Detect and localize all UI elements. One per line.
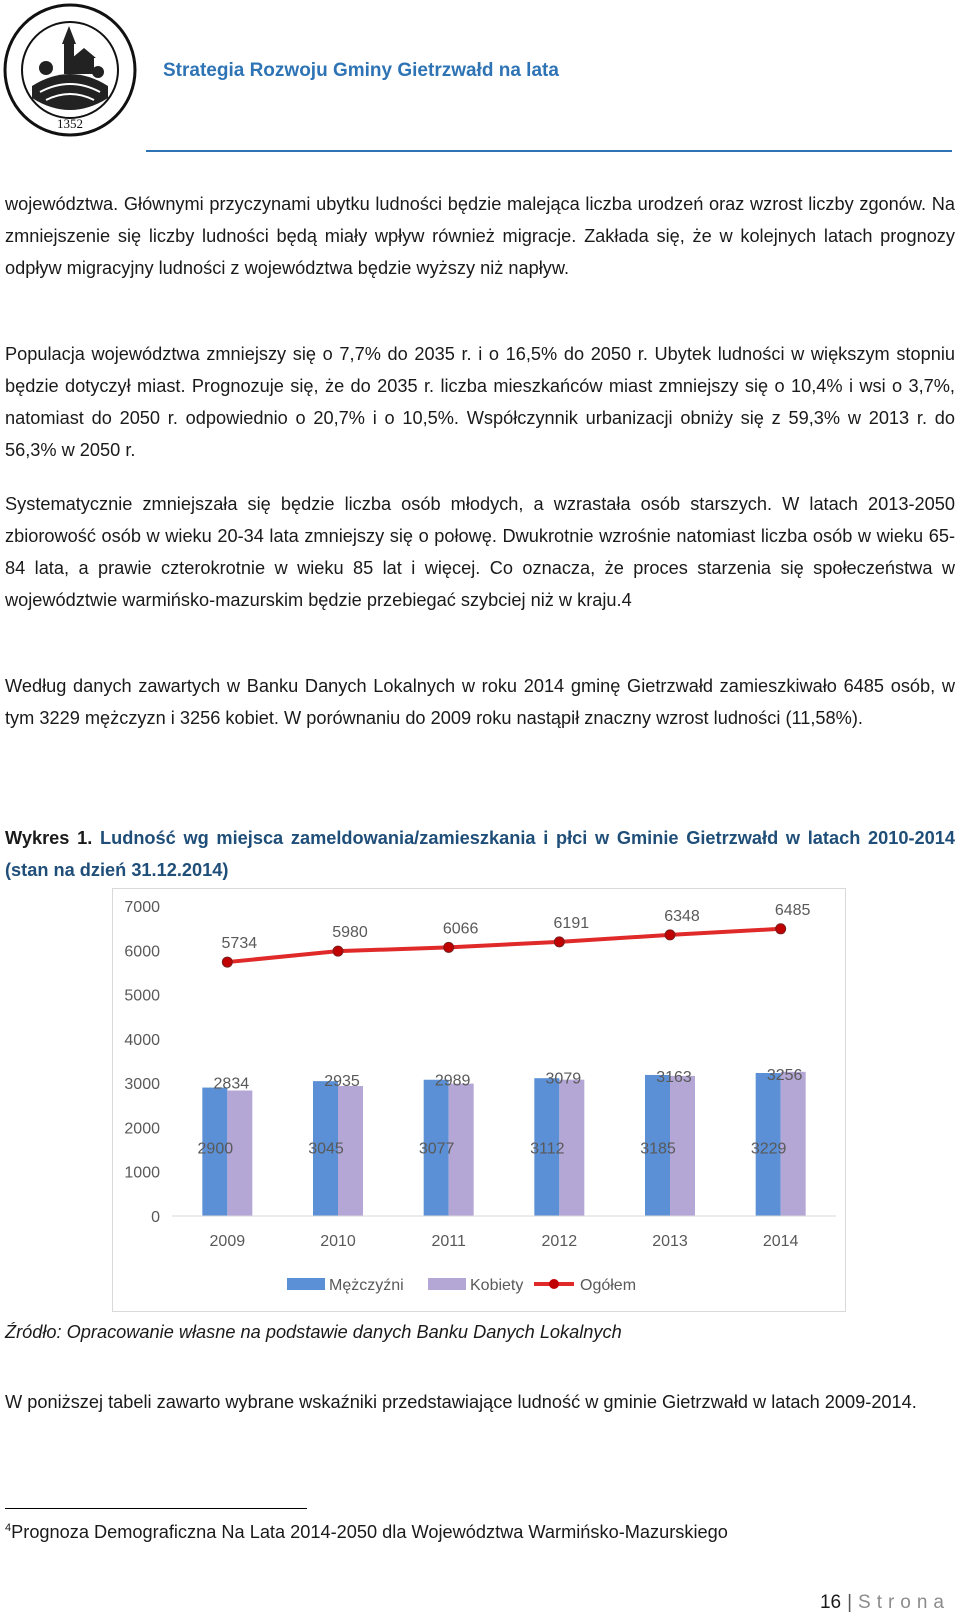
total-point-2010 [333,946,343,956]
y-tick-label: 4000 [124,1031,160,1049]
legend-swatch-0 [287,1278,325,1290]
y-tick-label: 6000 [124,943,160,961]
x-tick-label: 2010 [320,1233,356,1250]
x-tick-label: 2009 [209,1233,246,1250]
paragraph-4 [5,670,955,734]
data-label-women-2014: 3256 [766,1066,803,1084]
paragraph-2 [5,338,955,466]
data-label-total-2012: 6191 [553,914,590,932]
chart-caption-text: Ludność wg miejsca zameldowania/zamieszkania i płci w Gminie Gietrzwałd w latach 2010-2014 (stan na dzień 31.12.2014) [5,828,955,880]
paragraph-5 [5,1386,955,1418]
gmina-gietrzwald-seal-logo [2,2,138,138]
population-chart [112,888,846,1312]
x-tick-label: 2013 [652,1233,688,1250]
data-label-men-2014: 3229 [750,1140,787,1158]
legend-label-2: Ogółem [580,1277,637,1294]
data-label-total-2010: 5980 [332,924,368,942]
footnote [5,1522,728,1543]
total-point-2013 [665,930,675,940]
y-tick-label: 0 [151,1209,160,1226]
document-title: Strategia Rozwoju Gminy Gietrzwałd na lata [163,60,559,81]
y-tick-label: 1000 [124,1164,160,1182]
footnote-divider [5,1508,307,1509]
chart-caption-label: Wykres 1. [5,828,93,848]
paragraph-4-text: Według danych zawartych w Banku Danych Lokalnych w roku 2014 gminę Gietrzwałd zamieszkiwało 6485 osób, w tym 3229 mężczyzn i 3256 kobiet. W porównaniu do 2009 roku nastąpił znaczny wzrost ludności (11,58%). [5,676,955,728]
data-label-total-2014: 6485 [774,901,811,919]
total-point-2011 [444,942,454,952]
paragraph-1-text: województwa. Głównymi przyczynami ubytku ludności będzie malejąca liczba urodzeń oraz wzrost liczby zgonów. Na zmniejszenie się liczby ludności będą miały wpływ również migracje. Zakłada się, że w kolejnych latach prognozy odpływ migracyjny ludności z województwa będzie wyższy niż napływ. [5,194,955,278]
page-footer [820,1592,950,1614]
footnote-mark: 4 [5,1522,12,1534]
y-tick-label: 5000 [124,987,160,1005]
data-label-total-2011: 6066 [442,920,479,938]
chart-source: Źródło: Opracowanie własne na podstawie danych Banku Danych Lokalnych [5,1322,622,1342]
data-label-total-2013: 6348 [664,907,700,925]
data-label-women-2009: 2834 [213,1075,250,1093]
svg-text:1352: 1352 [57,116,83,131]
total-point-2012 [554,937,564,947]
total-point-2009 [222,957,232,967]
data-label-men-2013: 3185 [640,1140,676,1158]
y-tick-label: 2000 [124,1120,160,1138]
data-label-men-2011: 3077 [418,1140,455,1158]
paragraph-2-text: Populacja województwa zmniejszy się o 7,7% do 2035 r. i o 16,5% do 2050 r. Ubytek ludności w większym stopniu będzie dotyczył miast. Prognozuje się, że do 2035 r. liczba mieszkańców miast zmniejszy się o 10,4% i wsi o 3,7%, natomiast do 2050 r. odpowiednio o 20,7% i o 10,5%. Współczynnik urbanizacji obniży się z 59,3% w 2013 r. do 56,3% w 2050 r. [5,344,955,460]
data-label-total-2009: 5734 [221,935,258,953]
data-label-women-2010: 2935 [324,1073,360,1091]
data-label-men-2010: 3045 [308,1140,344,1158]
header-divider [146,150,952,152]
data-label-men-2012: 3112 [530,1140,565,1158]
paragraph-5-text: W poniższej tabeli zawarto wybrane wskaźniki przedstawiające ludność w gminie Gietrzwałd w latach 2009-2014. [5,1392,917,1412]
data-label-women-2011: 2989 [434,1072,471,1090]
y-tick-label: 3000 [124,1076,160,1094]
total-point-2014 [776,924,786,934]
page-number: 16 [819,1592,842,1613]
legend-label-1: Kobiety [470,1277,524,1294]
legend-label-0: Mężczyźni [329,1277,404,1294]
data-label-women-2012: 3079 [545,1070,582,1088]
data-label-men-2009: 2900 [197,1140,234,1158]
x-tick-label: 2011 [431,1233,466,1250]
legend-swatch-1 [428,1278,466,1290]
x-tick-label: 2012 [541,1233,578,1250]
page-footer-label: Strona [858,1592,950,1613]
page-footer-separator: | [847,1592,853,1613]
footnote-text: Prognoza Demograficzna Na Lata 2014-2050 dla Województwa Warmińsko-Mazurskiego [11,1522,728,1543]
y-tick-label: 7000 [124,899,160,916]
legend-line-marker [549,1279,559,1289]
data-label-women-2013: 3163 [656,1068,692,1086]
x-tick-label: 2014 [762,1233,799,1250]
paragraph-3-text: Systematycznie zmniejszała się będzie liczba osób młodych, a wzrastała osób starszych. W latach 2013-2050 zbiorowość osób w wieku 20-34 lata zmniejszy się o połowę. Dwukrotnie wzrośnie natomiast liczba osób w wieku 65-84 lata, a prawie czterokrotnie w wieku 85 lat i więcej. Co oznacza, że proces starzenia się społeczeństwa w województwie warmińsko-mazurskim będzie przebiegać szybciej niż w kraju.4 [5,494,955,610]
paragraph-1 [5,188,955,284]
paragraph-3 [5,488,955,616]
page-header [0,0,960,150]
chart-caption [5,822,955,886]
